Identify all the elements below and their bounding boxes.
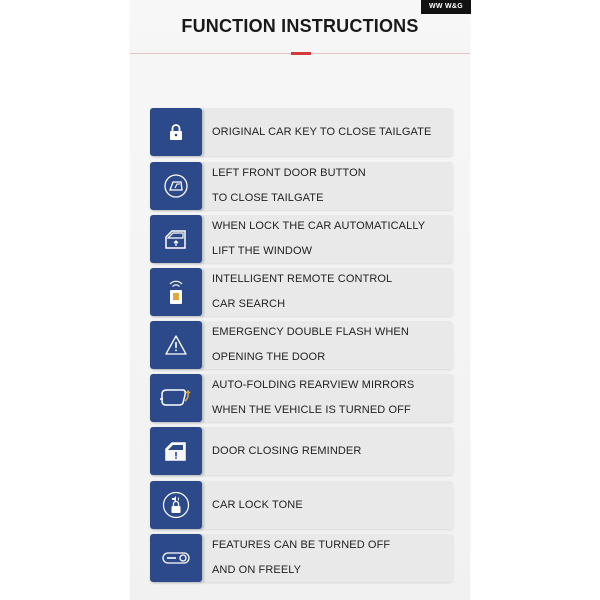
- warning-triangle-icon: [150, 321, 202, 369]
- feature-label: [212, 374, 447, 422]
- feature-label: [212, 268, 447, 316]
- feature-item-key-tailgate: [150, 108, 453, 156]
- feature-item-double-flash: [150, 321, 453, 369]
- feature-label: [212, 321, 447, 369]
- lock-icon: [150, 108, 202, 156]
- feature-item-toggle-features: [150, 534, 453, 582]
- title-accent-bar: [291, 52, 311, 55]
- feature-item-door-button: [150, 162, 453, 210]
- feature-label-line: CAR LOCK TONE: [212, 498, 303, 511]
- feature-label-line: LIFT THE WINDOW: [212, 245, 313, 257]
- feature-label-line: TO CLOSE TAILGATE: [212, 192, 324, 204]
- feature-label: [212, 427, 447, 475]
- feature-item-auto-window: [150, 215, 453, 263]
- feature-label-line: WHEN THE VEHICLE IS TURNED OFF: [212, 404, 411, 416]
- feature-label: [212, 215, 447, 263]
- feature-item-folding-mirrors: [150, 374, 453, 422]
- feature-label-line: EMERGENCY DOUBLE FLASH WHEN: [212, 326, 409, 338]
- toggle-switch-icon: [150, 534, 202, 582]
- feature-label-line: DOOR CLOSING REMINDER: [212, 444, 362, 457]
- feature-label: [212, 534, 447, 582]
- feature-item-lock-tone: [150, 481, 453, 529]
- feature-item-remote-search: [150, 268, 453, 316]
- feature-label: [212, 481, 447, 529]
- feature-item-door-reminder: [150, 427, 453, 475]
- feature-label-line: INTELLIGENT REMOTE CONTROL: [212, 273, 393, 285]
- feature-label-line: AND ON FREELY: [212, 564, 302, 576]
- feature-label: [212, 108, 447, 156]
- feature-label-line: OPENING THE DOOR: [212, 351, 326, 363]
- feature-label-line: FEATURES CAN BE TURNED OFF: [212, 539, 391, 551]
- feature-label: [212, 162, 447, 210]
- car-door-button-icon: [150, 162, 202, 210]
- feature-label-line: LEFT FRONT DOOR BUTTON: [212, 167, 366, 179]
- feature-label-line: ORIGINAL CAR KEY TO CLOSE TAILGATE: [212, 125, 432, 138]
- brand-logo: WW W&G: [421, 0, 471, 14]
- car-window-icon: [150, 215, 202, 263]
- remote-control-icon: [150, 268, 202, 316]
- door-alert-icon: [150, 427, 202, 475]
- lock-tone-icon: [150, 481, 202, 529]
- feature-label-line: WHEN LOCK THE CAR AUTOMATICALLY: [212, 220, 426, 232]
- feature-label-line: AUTO-FOLDING REARVIEW MIRRORS: [212, 379, 415, 391]
- page-title: FUNCTION INSTRUCTIONS: [181, 16, 419, 36]
- rearview-mirror-icon: [150, 374, 202, 422]
- feature-label-line: CAR SEARCH: [212, 298, 286, 310]
